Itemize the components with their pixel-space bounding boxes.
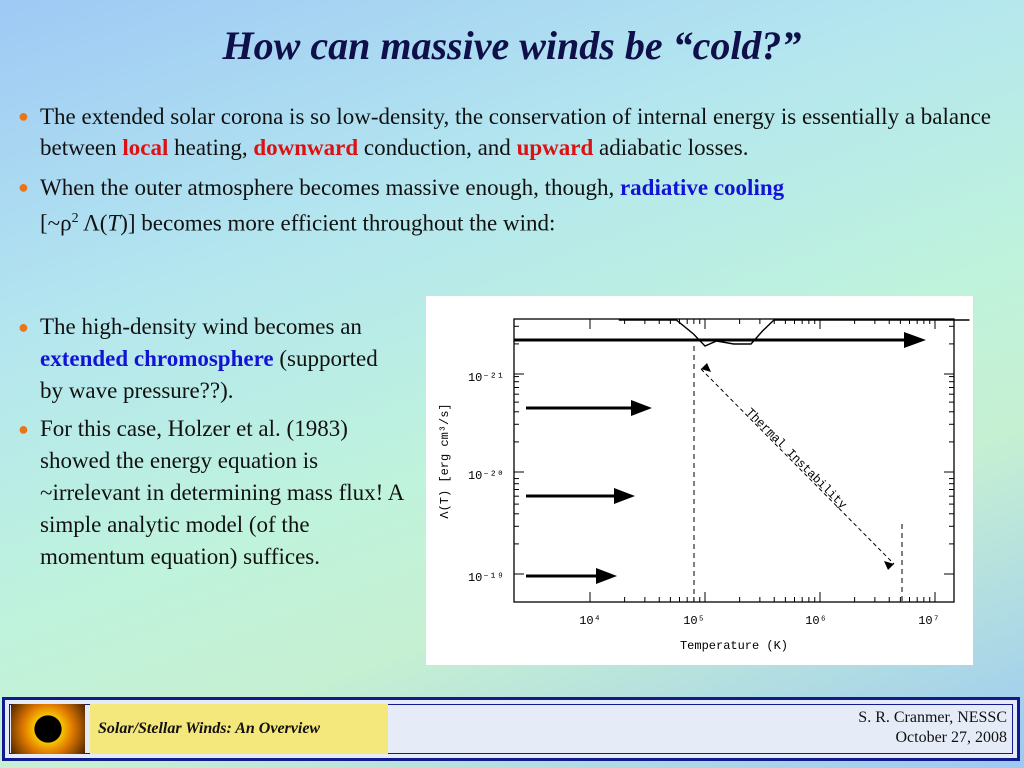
solar-eclipse-logo <box>11 704 85 754</box>
b2-radiative: radiative cooling <box>619 175 785 200</box>
thermal-instability-annotation: Thermal Instability <box>742 405 850 513</box>
cooling-curve-svg <box>426 296 973 665</box>
regime-arrows <box>514 332 926 584</box>
b2-text4: )] becomes more efficient throughout the wind: <box>120 210 556 236</box>
b3-extended: extended chromosphere <box>40 346 274 371</box>
footer-credits <box>858 708 1007 748</box>
arrow-head <box>614 488 635 504</box>
arrow-head <box>904 332 926 348</box>
left-bullet-list <box>14 311 404 579</box>
b2-text3: Λ( <box>78 210 108 236</box>
x-tick-label: 10⁷ <box>918 614 940 628</box>
b2-sup: 2 <box>71 211 79 226</box>
b3-text2: (supported by wave pressure??). <box>40 346 378 403</box>
y-axis-label: Λ(T) [erg cm³/s] <box>438 403 452 519</box>
y-tick-label: 10⁻²⁰ <box>467 469 505 483</box>
bullet-dot-icon: ● <box>18 419 29 439</box>
plot-frame <box>514 319 954 602</box>
b4-text1: For this case, Holzer et al. (1983) showed the energy equation is ~irrelevant in determining mass flux! A simple analytic model (of the momentum equation) suffices. <box>40 416 404 569</box>
b3-text1: The high-density wind becomes an <box>40 314 362 339</box>
top-bullet-list <box>14 101 1004 248</box>
x-tick-label: 10⁵ <box>683 614 705 628</box>
bullet-dot-icon: ● <box>18 317 29 337</box>
b2-text1: When the outer atmosphere becomes massive enough, though, <box>40 175 620 200</box>
bullet-radiative-cooling <box>14 172 1004 239</box>
slide-title: How can massive winds be “cold?” <box>222 23 802 68</box>
arrow-head <box>596 568 617 584</box>
bullet-extended-chromosphere <box>14 311 404 407</box>
bullet-dot-icon: ● <box>18 106 29 126</box>
footer-title: Solar/Stellar Winds: An Overview <box>90 704 388 754</box>
x-axis-label: Temperature (K) <box>679 639 789 653</box>
b1-upward: upward <box>516 135 594 160</box>
footer-date: October 27, 2008 <box>895 729 1007 746</box>
footer-author: S. R. Cranmer, NESSC <box>858 709 1007 726</box>
y-tick-label: 10⁻²¹ <box>467 371 505 385</box>
b1-text2: heating, <box>168 135 254 160</box>
b1-downward: downward <box>253 135 359 160</box>
cooling-curve-plot <box>426 296 973 665</box>
slide-footer <box>2 697 1020 761</box>
arrow-head <box>631 400 652 416</box>
bullet-energy-balance <box>14 101 1004 163</box>
x-tick-label: 10⁴ <box>579 614 601 628</box>
b2-T: T <box>107 210 121 236</box>
plot-ticks <box>514 319 954 602</box>
bullet-holzer <box>14 413 404 573</box>
b1-text4: adiabatic losses. <box>593 135 749 160</box>
b1-local: local <box>122 135 169 160</box>
x-tick-label: 10⁶ <box>805 614 827 628</box>
b2-text2: [~ρ <box>40 210 72 236</box>
bullet-dot-icon: ● <box>18 177 29 197</box>
b1-text1: The extended solar corona is so low-density, the conservation of internal energy is essentially a balance between <box>40 104 991 160</box>
y-tick-label: 10⁻¹⁹ <box>467 571 505 585</box>
b1-text3: conduction, and <box>358 135 517 160</box>
